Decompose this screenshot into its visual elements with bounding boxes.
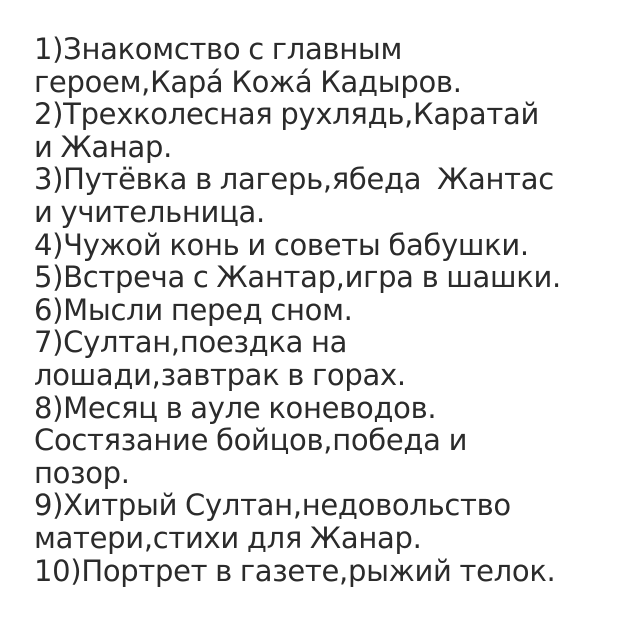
text-line-9: 6)Мысли перед сном.	[34, 292, 353, 327]
text-line-12: 8)Месяц в ауле коневодов.	[34, 390, 437, 425]
text-line-4: и Жанар.	[34, 129, 173, 164]
text-line-17: 10)Портрет в газете,рыжий телок.	[34, 553, 556, 588]
text-line-14: позор.	[34, 455, 130, 490]
text-line-16: матери,стихи для Жанар.	[34, 520, 422, 555]
text-line-5: 3)Путёвка в лагерь,ябеда Жантас	[34, 162, 554, 197]
text-line-3: 2)Трехколесная рухлядь,Каратай	[34, 97, 539, 132]
text-line-10: 7)Султан,поездка на	[34, 325, 348, 360]
text-line-1: 1)Знакомство с главным	[34, 32, 403, 66]
text-line-15: 9)Хитрый Султан,недовольство	[34, 488, 511, 523]
plan-list	[34, 33, 634, 587]
text-line-11: лошади,завтрак в горах.	[34, 357, 406, 392]
text-line-7: 4)Чужой конь и советы бабушки.	[34, 227, 529, 262]
text-line-8: 5)Встреча с Жантар,игра в шашки.	[34, 260, 561, 295]
text-line-2: героем,Кара́ Кожа́ Кадыров.	[34, 64, 462, 99]
text-line-13: Состязание бойцов,победа и	[34, 423, 468, 458]
text-line-6: и учительница.	[34, 194, 265, 229]
